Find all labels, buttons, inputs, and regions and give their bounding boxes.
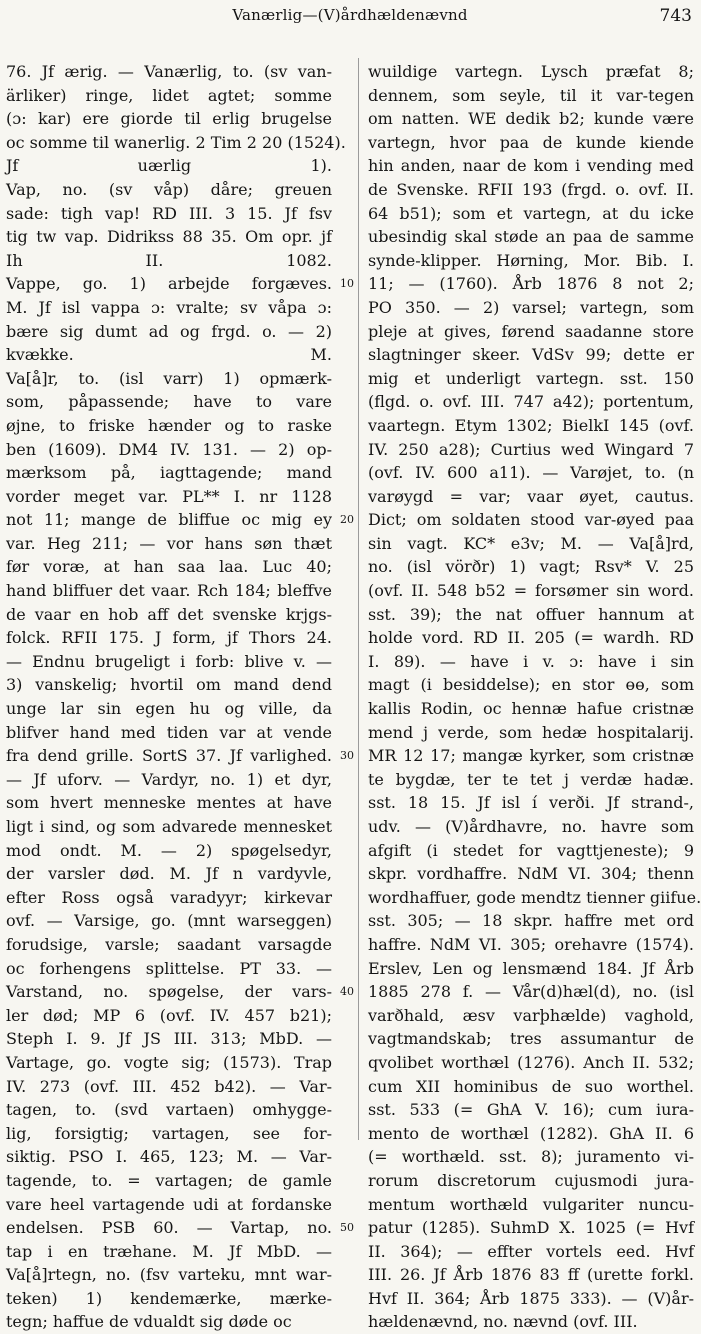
- right-column: [368, 60, 701, 1332]
- text-line: (ovf. IV. 600 a11). — Varøjet, to. (n: [368, 463, 694, 483]
- text-line: magt (i besiddelse); en stor ɵɵ, som: [368, 675, 694, 695]
- text-line: om natten. WE dedik b2; kunde være: [368, 109, 694, 129]
- text-line: mig et underligt vartegn. sst. 150: [368, 368, 694, 388]
- text-line: te bygdæ, ter te tet j verdæ hadæ.: [368, 769, 694, 789]
- text-line: mentum worthæld vulgariter nuncu-: [368, 1194, 694, 1214]
- text-line: tagende, to. = vartagen; de gamle: [6, 1170, 332, 1190]
- text-line: Hvf II. 364; Årb 1875 333). — (V)år-: [368, 1288, 694, 1308]
- text-line: Ih II. 1082.: [6, 250, 332, 270]
- text-line: ovf. — Varsige, go. (mnt warseggen): [6, 911, 332, 931]
- text-line: sst. 18 15. Jf isl í verði. Jf strand-,: [368, 793, 694, 813]
- line-marker: 30: [340, 749, 354, 763]
- line-marker: 20: [340, 513, 354, 527]
- text-line: mento de worthæl (1282). GhA II. 6: [368, 1123, 694, 1143]
- text-line: rorum discretorum cujusmodi jura-: [368, 1170, 694, 1190]
- text-line: Varstand, no. spøgelse, der vars-: [6, 982, 332, 1002]
- line-marker: 50: [340, 1221, 354, 1235]
- text-line: Jf uærlig 1).: [6, 156, 332, 176]
- text-line: III. 26. Jf Årb 1876 83 ff (urette forkl.: [368, 1265, 694, 1285]
- text-line: wordhaffuer, gode mendtz tienner giifue.: [368, 887, 701, 907]
- text-line: Vappe, go. 1) arbejde forgæves.: [6, 274, 332, 294]
- text-line: synde-klipper. Hørning, Mor. Bib. I.: [368, 250, 694, 270]
- text-line: M. Jf isl vappa ɔ: vralte; sv våpa ɔ:: [6, 297, 332, 317]
- text-line: kallis Rodin, oc hennæ hafue cristnæ: [368, 699, 694, 719]
- text-line: siktig. PSO I. 465, 123; M. — Var-: [6, 1147, 332, 1167]
- text-line: forudsige, varsle; saadant varsagde: [6, 934, 332, 954]
- text-line: oc forhengens splittelse. PT 33. —: [6, 958, 332, 978]
- text-line: Va[å]r, to. (isl varr) 1) opmærk-: [6, 368, 332, 388]
- text-line: vare heel vartagende udi at fordanske: [6, 1194, 332, 1214]
- text-line: skpr. vordhaffre. NdM VI. 304; thenn: [368, 864, 694, 884]
- text-line: sst. 305; — 18 skpr. haffre met ord: [368, 911, 694, 931]
- text-line: slagtninger skeer. VdSv 99; dette er: [368, 345, 694, 365]
- text-line: de vaar en hob aff det svenske krjgs-: [6, 604, 332, 624]
- text-line: sst. 533 (= GhA V. 16); cum iura-: [368, 1100, 694, 1120]
- text-line: ubesindig skal støde an paa de samme: [368, 227, 694, 247]
- page-header: [0, 6, 700, 32]
- text-line: not 11; mange de bliffue oc mig ey: [6, 510, 332, 530]
- text-line: no. (isl vörðr) 1) vagt; Rsv* V. 25: [368, 557, 694, 577]
- text-line: bære sig dumt ad og frgd. o. — 2): [6, 321, 332, 341]
- text-line: oc somme til wanerlig. 2 Tim 2 20 (1524).: [6, 132, 346, 152]
- text-line: vartegn, hvor paa de kunde kiende: [368, 132, 694, 152]
- text-line: kvække. M.: [6, 345, 332, 365]
- text-line: sade: tigh vap! RD III. 3 15. Jf fsv: [6, 203, 332, 223]
- text-line: hældenævnd, no. nævnd (ovf. III.: [368, 1312, 638, 1332]
- text-line: de Svenske. RFII 193 (frgd. o. ovf. II.: [368, 179, 694, 199]
- text-line: 3) vanskelig; hvortil om mand dend: [6, 675, 332, 695]
- text-line: patur (1285). SuhmD X. 1025 (= Hvf: [368, 1218, 694, 1238]
- text-line: hin anden, naar de kom i vending med: [368, 156, 694, 176]
- text-line: afgift (i stedet for vagttjeneste); 9: [368, 840, 694, 860]
- text-line: sst. 39); the nat offuer hannum at: [368, 604, 694, 624]
- text-line: varðhald, æsv varþhælde) vaghold,: [368, 1005, 694, 1025]
- text-line: — Jf uforv. — Vardyr, no. 1) et dyr,: [6, 769, 332, 789]
- text-line: II. 364); — effter vortels eed. Hvf: [368, 1241, 694, 1261]
- text-line: I. 89). — have i v. ɔ: have i sin: [368, 651, 694, 671]
- text-line: var. Heg 211; — vor hans søn thæt: [6, 533, 332, 553]
- text-line: MR 12 17; mangæ kyrker, som cristnæ: [368, 746, 694, 766]
- text-line: fra dend grille. SortS 37. Jf varlighed.: [6, 746, 332, 766]
- text-line: varøygd = var; vaar øyet, cautus.: [368, 486, 694, 506]
- text-line: Vartage, go. vogte sig; (1573). Trap: [6, 1052, 332, 1072]
- text-line: tegn; haffue de vdualdt sig døde oc: [6, 1312, 292, 1332]
- text-line: 76. Jf ærig. — Vanærlig, to. (sv van-: [6, 62, 332, 81]
- text-line: holde vord. RD II. 205 (= wardh. RD: [368, 628, 694, 648]
- text-line: qvolibet worthæl (1276). Anch II. 532;: [368, 1052, 694, 1072]
- text-line: tagen, to. (svd vartaen) omhygge-: [6, 1100, 332, 1120]
- text-line: før voræ, at han saa laa. Luc 40;: [6, 557, 332, 577]
- text-line: folck. RFII 175. J form, jf Thors 24.: [6, 628, 332, 648]
- text-line: endelsen. PSB 60. — Vartap, no.: [6, 1218, 332, 1238]
- text-line: 11; — (1760). Årb 1876 8 not 2;: [368, 274, 694, 294]
- column-divider: [358, 58, 359, 1140]
- text-line: mod ondt. M. — 2) spøgelsedyr,: [6, 840, 332, 860]
- text-line: vagtmandskab; tres assumantur de: [368, 1029, 694, 1049]
- text-line: (= worthæld. sst. 8); juramento vi-: [368, 1147, 694, 1167]
- text-line: Dict; om soldaten stood var-øyed paa: [368, 510, 694, 530]
- text-line: pleje at gives, førend saadanne store: [368, 321, 694, 341]
- text-line: unge lar sin egen hu og ville, da: [6, 699, 332, 719]
- text-line: blifver hand med tiden var at vende: [6, 722, 332, 742]
- text-line: som, påpassende; have to vare: [6, 392, 332, 412]
- text-line: mærksom på, iagttagende; mand: [6, 463, 332, 483]
- text-line: vaartegn. Etym 1302; BielkI 145 (ovf.: [368, 415, 694, 435]
- text-line: IV. 250 a28); Curtius wed Wingard 7: [368, 439, 694, 459]
- line-marker: 10: [340, 277, 354, 291]
- text-line: Steph I. 9. Jf JS III. 313; MbD. —: [6, 1029, 332, 1049]
- text-line: dennem, som seyle, til it var-tegen: [368, 85, 694, 105]
- text-line: der varsler død. M. Jf n vardyvle,: [6, 864, 332, 884]
- text-line: ärliker) ringe, lidet agtet; somme: [6, 85, 332, 105]
- text-line: ben (1609). DM4 IV. 131. — 2) op-: [6, 439, 332, 459]
- page-number: 743: [659, 6, 692, 26]
- text-line: Erslev, Len og lensmænd 184. Jf Årb: [368, 958, 694, 978]
- running-title: Vanærlig—(V)årdhældenævnd: [232, 6, 468, 24]
- text-line: Va[å]rtegn, no. (fsv varteku, mnt war-: [6, 1265, 332, 1285]
- text-line: øjne, to friske hænder og to raske: [6, 415, 332, 435]
- text-line: vorder meget var. PL** I. nr 1128: [6, 486, 332, 506]
- text-line: teken) 1) kendemærke, mærke-: [6, 1288, 332, 1308]
- text-line: IV. 273 (ovf. III. 452 b42). — Var-: [6, 1076, 332, 1096]
- text-line: efter Ross også varadyyr; kirkevar: [6, 887, 332, 907]
- text-line: 1885 278 f. — Vår(d)hæl(d), no. (isl: [368, 982, 694, 1002]
- text-line: mend j verde, som hedæ hospitalarij.: [368, 722, 694, 742]
- text-line: som hvert menneske mentes at have: [6, 793, 332, 813]
- text-line: ler død; MP 6 (ovf. IV. 457 b21);: [6, 1005, 332, 1025]
- text-line: Vap, no. (sv våp) dåre; greuen: [6, 179, 332, 199]
- text-line: (ovf. II. 548 b52 = forsømer sin word.: [368, 581, 694, 601]
- text-line: 64 b51); som et vartegn, at du icke: [368, 203, 694, 223]
- line-marker: 40: [340, 985, 354, 999]
- text-line: PO 350. — 2) varsel; vartegn, som: [368, 297, 694, 317]
- text-line: cum XII hominibus de suo worthel.: [368, 1076, 694, 1096]
- text-line: tig tw vap. Didrikss 88 35. Om opr. jf: [6, 227, 332, 247]
- text-line: (flgd. o. ovf. III. 747 a42); portentum,: [368, 392, 694, 412]
- text-line: wuildige vartegn. Lysch præfat 8;: [368, 62, 694, 81]
- text-line: udv. — (V)årdhavre, no. havre som: [368, 817, 694, 836]
- text-line: (ɔ: kar) ere giorde til erlig brugelse: [6, 109, 332, 129]
- text-line: hand bliffuer det vaar. Rch 184; bleffve: [6, 581, 332, 601]
- left-column: [6, 60, 346, 1332]
- text-line: lig, forsigtig; vartagen, see for-: [6, 1123, 332, 1143]
- text-line: — Endnu brugeligt i forb: blive v. —: [6, 651, 332, 671]
- text-line: sin vagt. KC* e3v; M. — Va[å]rd,: [368, 533, 694, 553]
- text-line: tap i en træhane. M. Jf MbD. —: [6, 1241, 332, 1261]
- text-line: haffre. NdM VI. 305; orehavre (1574).: [368, 934, 694, 954]
- text-line: ligt i sind, og som advarede mennesket: [6, 817, 332, 836]
